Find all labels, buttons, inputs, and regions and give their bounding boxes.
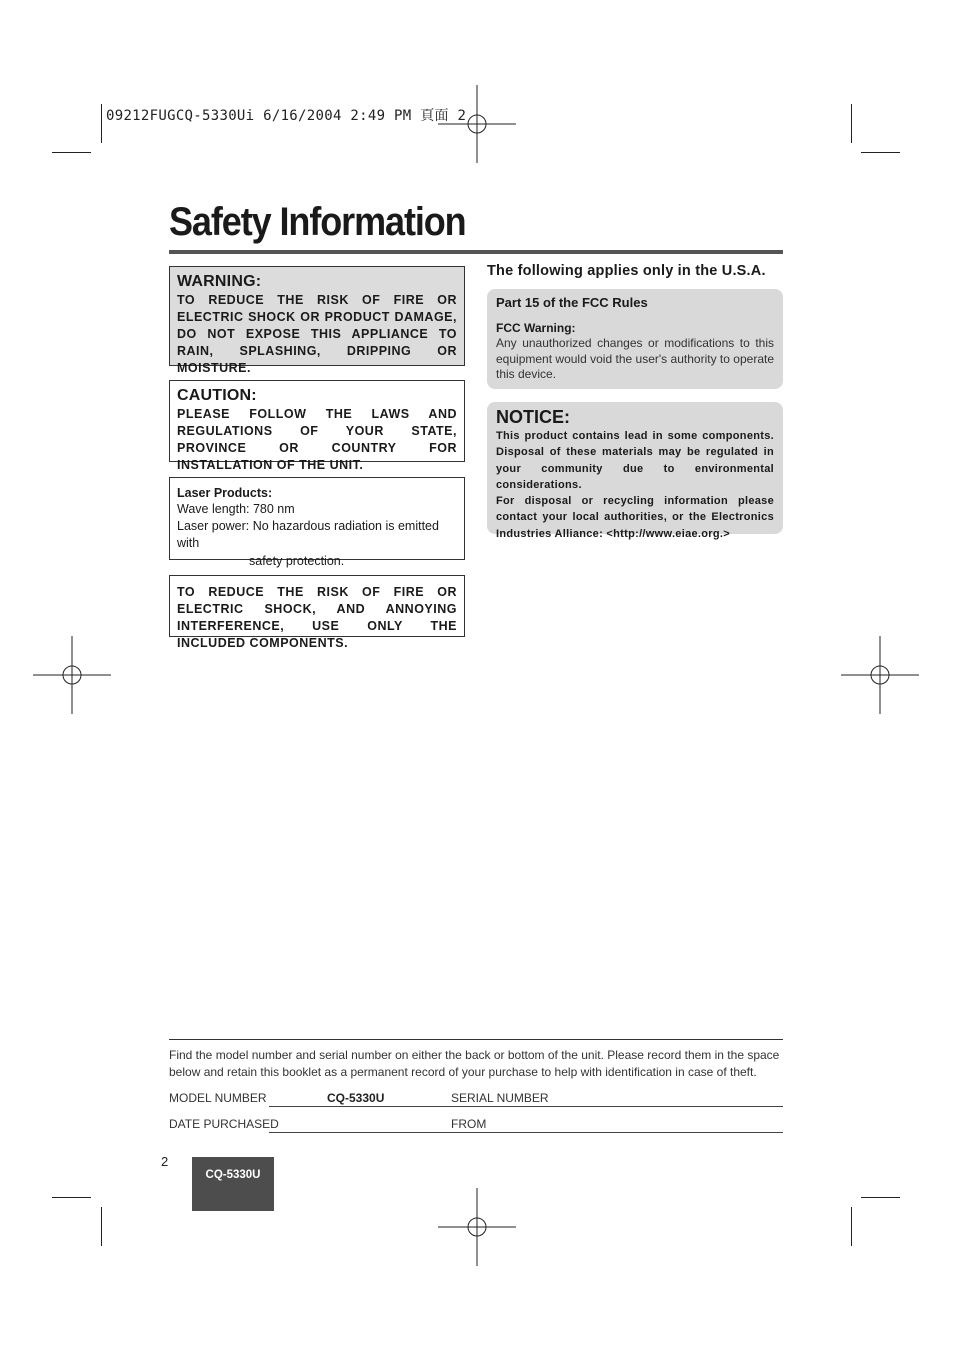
model-tab <box>192 1157 274 1211</box>
fcc-panel <box>487 289 783 389</box>
warning-heading: WARNING: <box>177 273 262 290</box>
model-number-value: CQ-5330U <box>327 1091 385 1105</box>
fcc-warning-label: FCC Warning: <box>496 321 576 335</box>
laser-power-continued: safety protection. <box>249 554 345 568</box>
crop-mark <box>101 1207 102 1246</box>
registration-mark-icon <box>841 636 919 714</box>
laser-heading: Laser Products: <box>177 486 273 500</box>
record-instructions: Find the model number and serial number on either the back or bottom of the unit. Please record them in the space below and retain this booklet as a permanent record of your purchase to help with identification in case of theft. <box>169 1048 780 1079</box>
warning-text: TO REDUCE THE RISK OF FIRE OR ELECTRIC SHOCK OR PRODUCT DAMAGE, DO NOT EXPOSE THIS APPLIANCE TO RAIN, SPLASHING, DRIPPING OR MOISTURE. <box>177 293 457 375</box>
model-number-label: MODEL NUMBER <box>169 1091 267 1105</box>
registration-mark-icon <box>438 1188 516 1266</box>
crop-mark <box>861 152 900 153</box>
date-purchased-label: DATE PURCHASED <box>169 1117 279 1131</box>
caution-heading: CAUTION: <box>177 387 257 404</box>
registration-mark-icon <box>33 636 111 714</box>
registration-mark-icon <box>438 85 516 163</box>
title-rule <box>169 250 783 254</box>
caution-box <box>169 380 465 472</box>
interference-text: TO REDUCE THE RISK OF FIRE OR ELECTRIC SHOCK, AND ANNOYING INTERFERENCE, USE ONLY THE INCLUDED COMPONENTS. <box>177 585 457 650</box>
crop-mark <box>851 1207 852 1246</box>
notice-panel <box>487 402 783 540</box>
laser-box <box>169 477 465 568</box>
laser-wavelength: Wave length: 780 nm <box>177 502 295 516</box>
crop-mark <box>52 1197 91 1198</box>
fcc-warning-text: Any unauthorized changes or modifications to this equipment would void the user's authority to operate this device. <box>496 336 774 381</box>
notice-heading: NOTICE: <box>496 407 570 427</box>
warning-box <box>169 266 465 375</box>
page-title: Safety Information <box>169 200 466 244</box>
notice-text-2: For disposal or recycling information please contact your local authorities, or the Electronics Industries Alliance: <http://www.eiae.org.> <box>496 495 774 540</box>
date-purchased-line <box>269 1132 783 1133</box>
page-number: 2 <box>161 1154 169 1169</box>
model-tab-label: CQ-5330U <box>205 1169 261 1181</box>
record-divider <box>169 1039 783 1040</box>
notice-text: This product contains lead in some components. Disposal of these materials may be regulated in your community due to environmental considerations. <box>496 430 774 491</box>
fcc-title: Part 15 of the FCC Rules <box>496 295 648 310</box>
model-number-line <box>269 1106 783 1107</box>
laser-power: Laser power: No hazardous radiation is emitted with <box>177 519 439 550</box>
from-label: FROM <box>451 1117 487 1131</box>
caution-text: PLEASE FOLLOW THE LAWS AND REGULATIONS OF YOUR STATE, PROVINCE OR COUNTRY FOR INSTALLATION OF THE UNIT. <box>177 407 457 472</box>
serial-number-label: SERIAL NUMBER <box>451 1091 549 1105</box>
crop-mark <box>851 104 852 143</box>
usa-heading: The following applies only in the U.S.A. <box>487 263 766 279</box>
crop-mark <box>861 1197 900 1198</box>
print-slug: 09212FUGCQ-5330Ui 6/16/2004 2:49 PM 頁面 2 <box>106 108 467 124</box>
interference-box <box>169 575 465 650</box>
crop-mark <box>101 104 102 143</box>
crop-mark <box>52 152 91 153</box>
